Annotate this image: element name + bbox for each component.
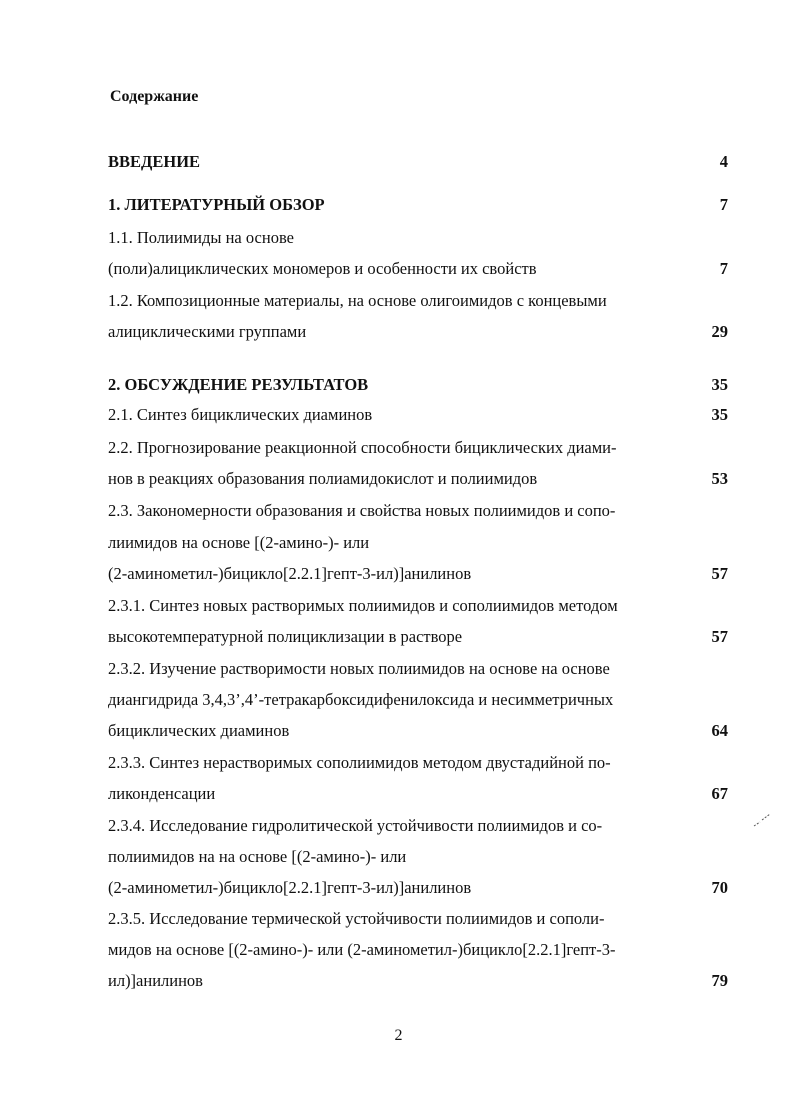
toc-entry-text: 2.2. Прогнозирование реакционной способности бициклических диами- — [108, 438, 617, 457]
toc-entry-page: 35 — [711, 375, 728, 394]
toc-entry-text: 2.3.2. Изучение растворимости новых полиимидов на основе на основе — [108, 659, 610, 678]
toc-entry-text: 2.3. Закономерности образования и свойства новых полиимидов и сопо- — [108, 501, 616, 520]
toc-entry-text: ликонденсации — [108, 784, 216, 803]
toc-entry-text: 2. ОБСУЖДЕНИЕ РЕЗУЛЬТАТОВ — [108, 375, 369, 394]
toc-entry-page: 57 — [711, 627, 728, 646]
toc-entry-page: 53 — [711, 469, 728, 488]
toc-entry-page: 7 — [719, 259, 728, 278]
toc-entry-text: (2-аминометил-)бицикло[2.2.1]гепт-3-ил)]анилинов — [108, 564, 472, 583]
toc-entry-text: полиимидов на на основе [(2-амино-)- или — [108, 847, 407, 866]
toc-entry-page: 70 — [711, 878, 728, 897]
toc-entry-page: 7 — [719, 195, 728, 214]
toc-entry-page: 4 — [719, 152, 728, 171]
toc-entry-text: 1. ЛИТЕРАТУРНЫЙ ОБЗОР — [108, 195, 325, 214]
toc-entry-text: 2.3.1. Синтез новых растворимых полиимидов и сополиимидов методом — [108, 596, 618, 615]
toc-entry-text: 2.1. Синтез бициклических диаминов — [108, 405, 373, 424]
toc-entry-text: ВВЕДЕНИЕ — [108, 152, 201, 171]
page-number: 2 — [394, 1027, 403, 1044]
toc-entry-page: 67 — [711, 784, 728, 803]
toc-entry-text: 2.3.5. Исследование термической устойчивости полиимидов и сополи- — [108, 909, 605, 928]
toc-entry-text: ил)]анилинов — [108, 971, 203, 990]
toc-entry-page: 64 — [711, 721, 728, 740]
toc-entry-page: 57 — [711, 564, 728, 583]
toc-entry-text: бициклических диаминов — [108, 721, 290, 740]
toc-title: Содержание — [110, 88, 199, 105]
toc-entry-page: 35 — [711, 405, 728, 424]
toc-entry-text: 2.3.4. Исследование гидролитической устойчивости полиимидов и со- — [108, 816, 603, 835]
toc-entry-text: диангидрида 3,4,3’,4’-тетракарбоксидифенилоксида и несимметричных — [108, 690, 614, 709]
toc-entry-page: 29 — [711, 322, 728, 341]
toc-entry-page: 79 — [711, 971, 728, 990]
toc-entry-text: лиимидов на основе [(2-амино-)- или — [108, 533, 370, 552]
toc-entry-text: 2.3.3. Синтез нерастворимых сополиимидов методом двустадийной по- — [108, 753, 611, 772]
toc-entry-text: мидов на основе [(2-амино-)- или (2-аминометил-)бицикло[2.2.1]гепт-3- — [108, 940, 616, 959]
toc-entry-text: (поли)алициклических мономеров и особенности их свойств — [108, 259, 537, 278]
toc-entry-text: высокотемпературной полициклизации в растворе — [108, 627, 463, 646]
toc-entry-text: алициклическими группами — [108, 322, 307, 341]
toc-entry-text: 1.2. Композиционные материалы, на основе олигоимидов с концевыми — [108, 291, 607, 310]
toc-entry-text: нов в реакциях образования полиамидокислот и полиимидов — [108, 469, 538, 488]
toc-entry-text: 1.1. Полиимиды на основе — [108, 228, 294, 247]
toc-entry-text: (2-аминометил-)бицикло[2.2.1]гепт-3-ил)]анилинов — [108, 878, 472, 897]
pen-mark-icon — [752, 812, 772, 828]
